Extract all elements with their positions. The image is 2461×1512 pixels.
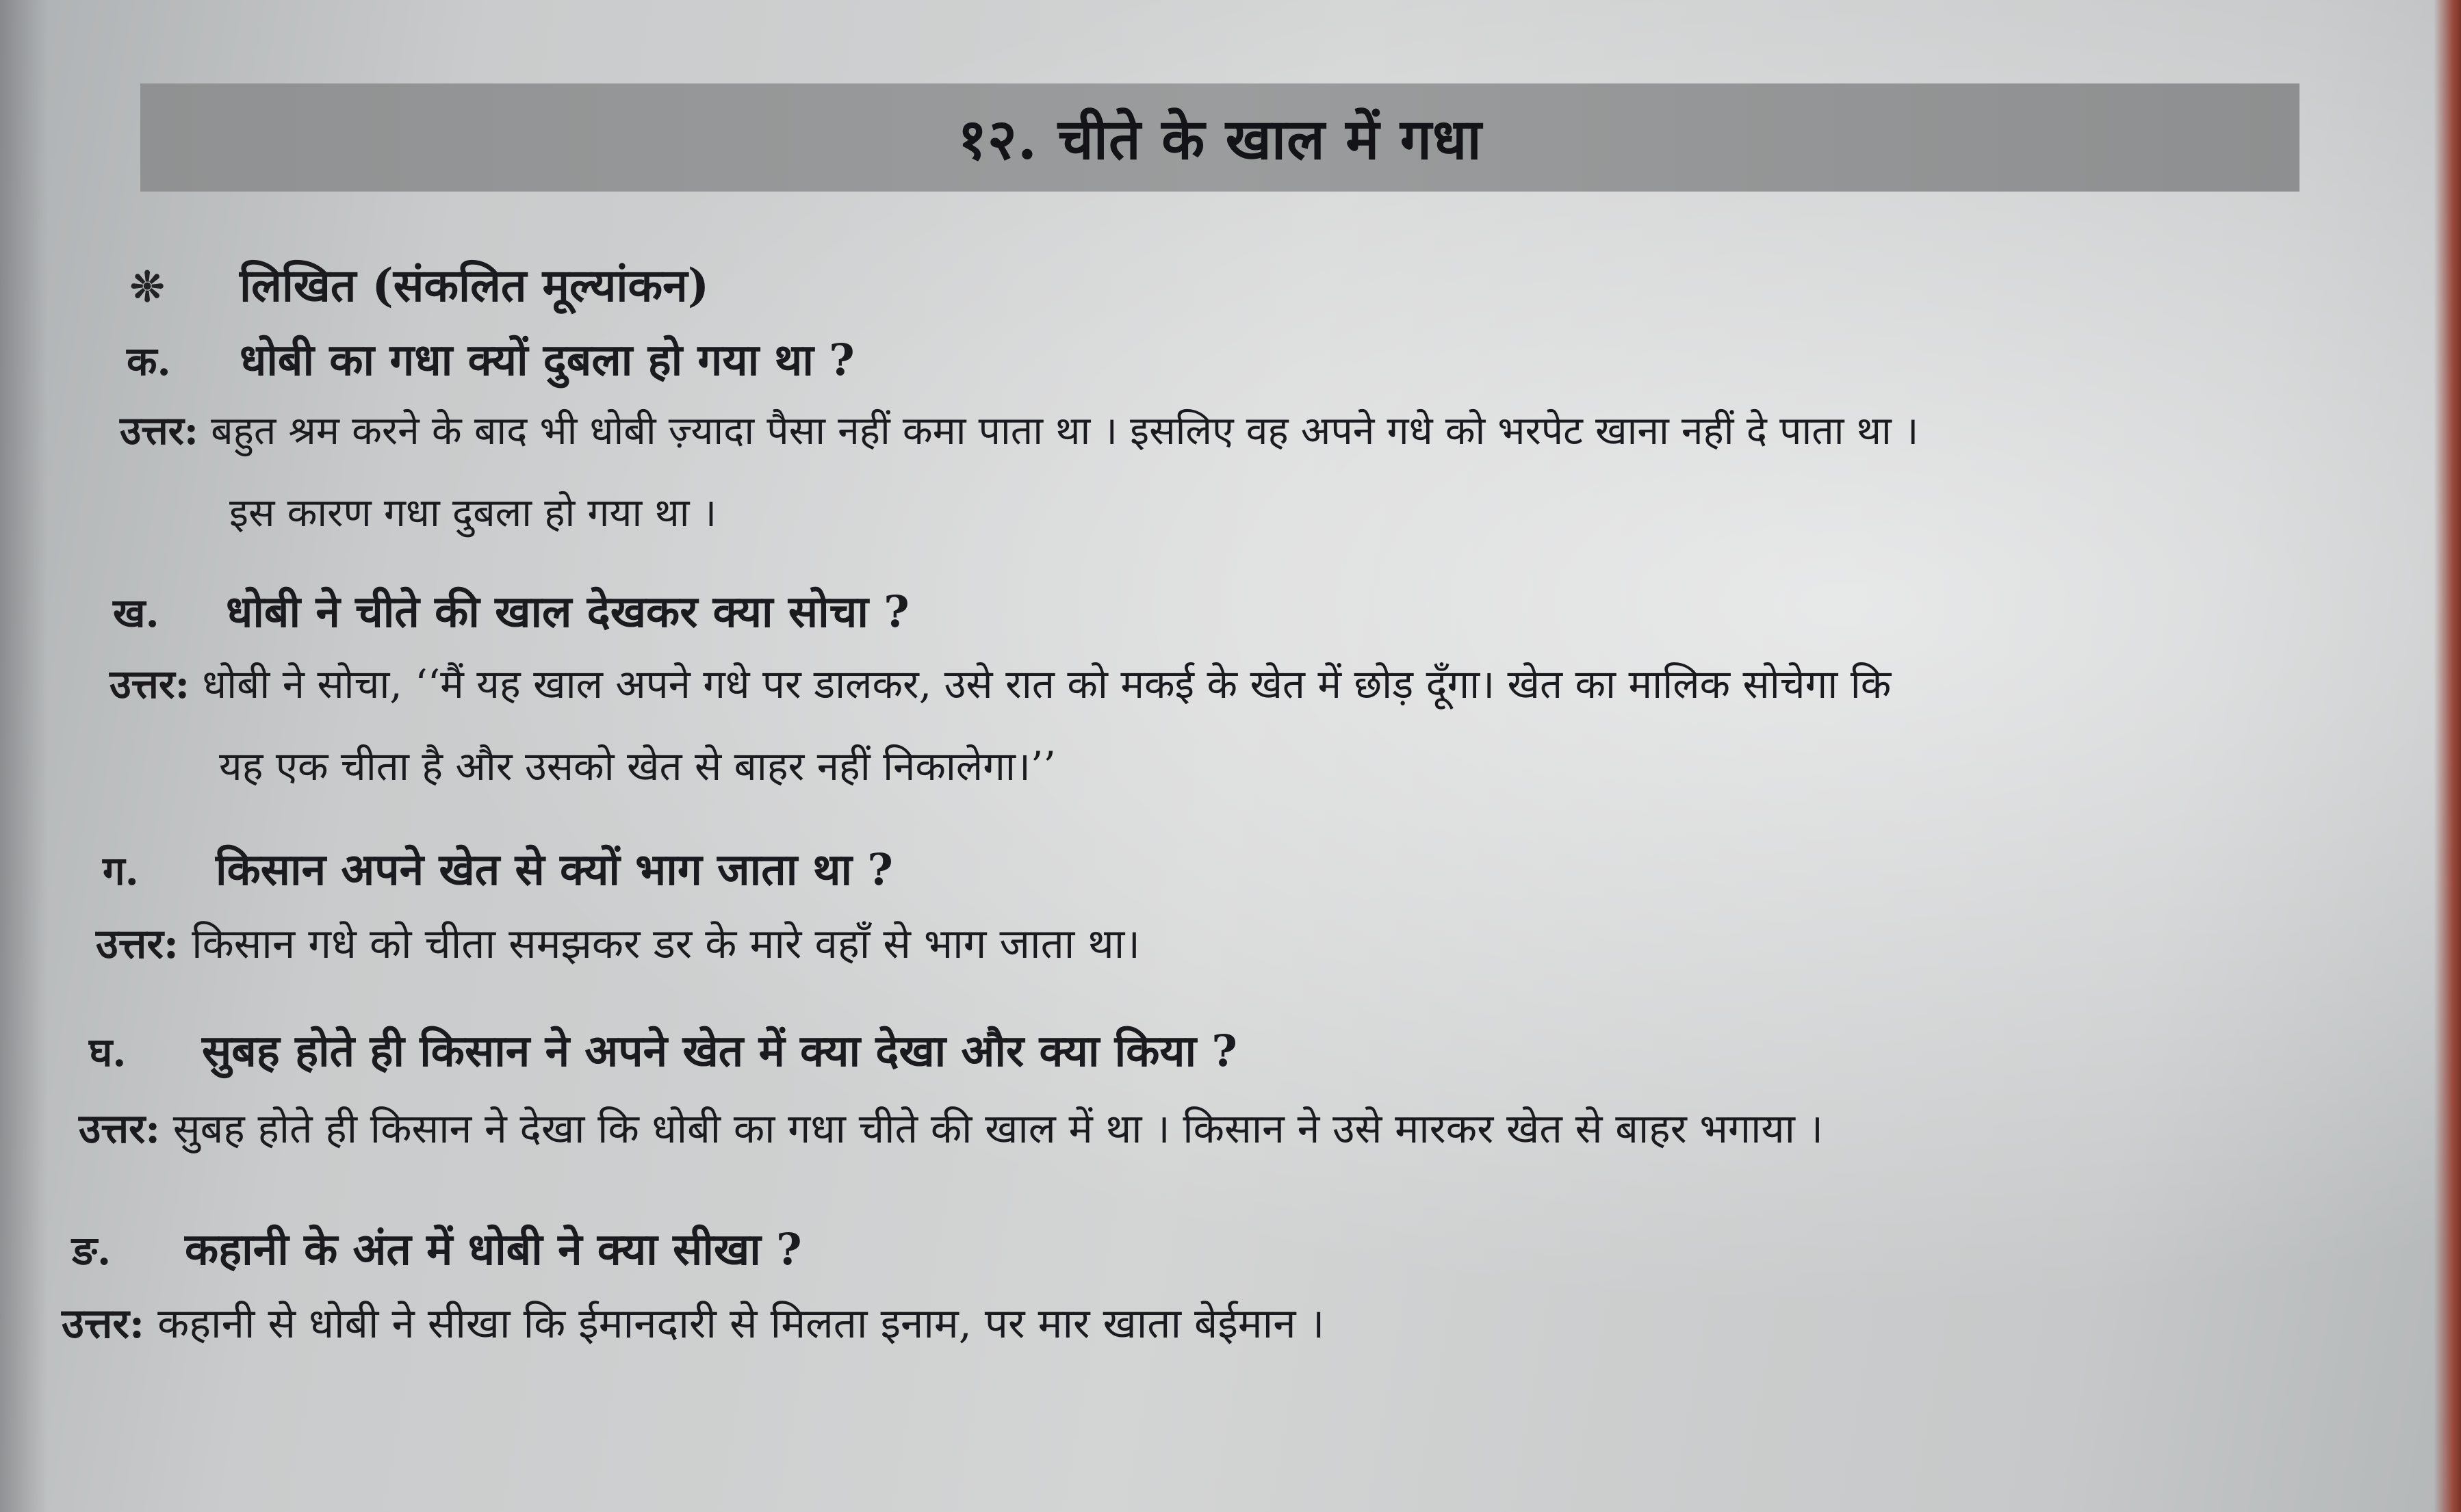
answer-line: सुबह होते ही किसान ने देखा कि धोबी का गधा चीते की खाल में था । किसान ने उसे मारकर खेत से बाहर भगाया ।	[172, 1105, 1824, 1152]
question-ka	[127, 328, 855, 388]
answer-label: उत्तर:	[79, 1105, 161, 1152]
question-nga	[72, 1218, 802, 1277]
question-kha	[113, 580, 910, 640]
question-gha	[89, 1019, 1237, 1079]
answer-label: उत्तर:	[96, 920, 179, 968]
answer-label: उत्तर:	[109, 661, 190, 707]
question-text: सुबह होते ही किसान ने अपने खेत में क्या देखा और क्या किया ?	[202, 1026, 1237, 1077]
question-text: धोबी का गधा क्यों दुबला हो गया था ?	[240, 335, 855, 386]
chapter-title: १२. चीते के खाल में गधा	[957, 107, 1482, 172]
question-text: कहानी के अंत में धोबी ने क्या सीखा ?	[185, 1224, 802, 1275]
answer-gha	[79, 1088, 1823, 1170]
question-marker: घ.	[89, 1029, 127, 1076]
question-marker: क.	[127, 338, 171, 384]
answer-ka	[120, 390, 1919, 554]
page-gutter-shadow	[0, 0, 48, 1512]
section-heading-row	[130, 253, 709, 315]
answer-label: उत्तर:	[120, 408, 198, 454]
answer-line: यह एक चीता है और उसको खेत से बाहर नहीं निकालेगा।’’	[219, 743, 1056, 790]
answer-ga	[96, 903, 1140, 985]
section-heading: लिखित (संकलित मूल्यांकन)	[240, 259, 710, 312]
question-marker: ख.	[113, 590, 159, 636]
answer-label: उत्तर:	[62, 1300, 145, 1348]
question-marker: ङ.	[72, 1227, 112, 1274]
question-ga	[103, 838, 893, 898]
question-text: धोबी ने चीते की खाल देखकर क्या सोचा ?	[226, 586, 910, 638]
asterisk-bullet-icon: ❊	[130, 263, 165, 311]
answer-line: कहानी से धोबी ने सीखा कि ईमानदारी से मिलता इनाम, पर मार खाता बेईमान ।	[157, 1300, 1325, 1348]
answer-kha	[109, 643, 1891, 807]
answer-line: किसान गधे को चीता समझकर डर के मारे वहाँ से भाग जाता था।	[192, 920, 1141, 968]
answer-nga	[62, 1283, 1324, 1365]
answer-line: इस कारण गधा दुबला हो गया था ।	[229, 491, 717, 536]
answer-line: बहुत श्रम करने के बाद भी धोबी ज़्यादा पैसा नहीं कमा पाता था । इसलिए वह अपने गधे को भरपेट खाना नहीं दे पाता था ।	[211, 408, 1919, 454]
answer-line: धोबी ने सोचा, ‘‘मैं यह खाल अपने गधे पर डालकर, उसे रात को मकई के खेत में छोड़ दूँगा। खेत का मालिक सोचेगा कि	[202, 661, 1892, 707]
question-text: किसान अपने खेत से क्यों भाग जाता था ?	[216, 844, 893, 896]
chapter-title-bar	[140, 83, 2299, 192]
book-cover-edge	[2434, 0, 2461, 1512]
question-marker: ग.	[103, 848, 139, 894]
